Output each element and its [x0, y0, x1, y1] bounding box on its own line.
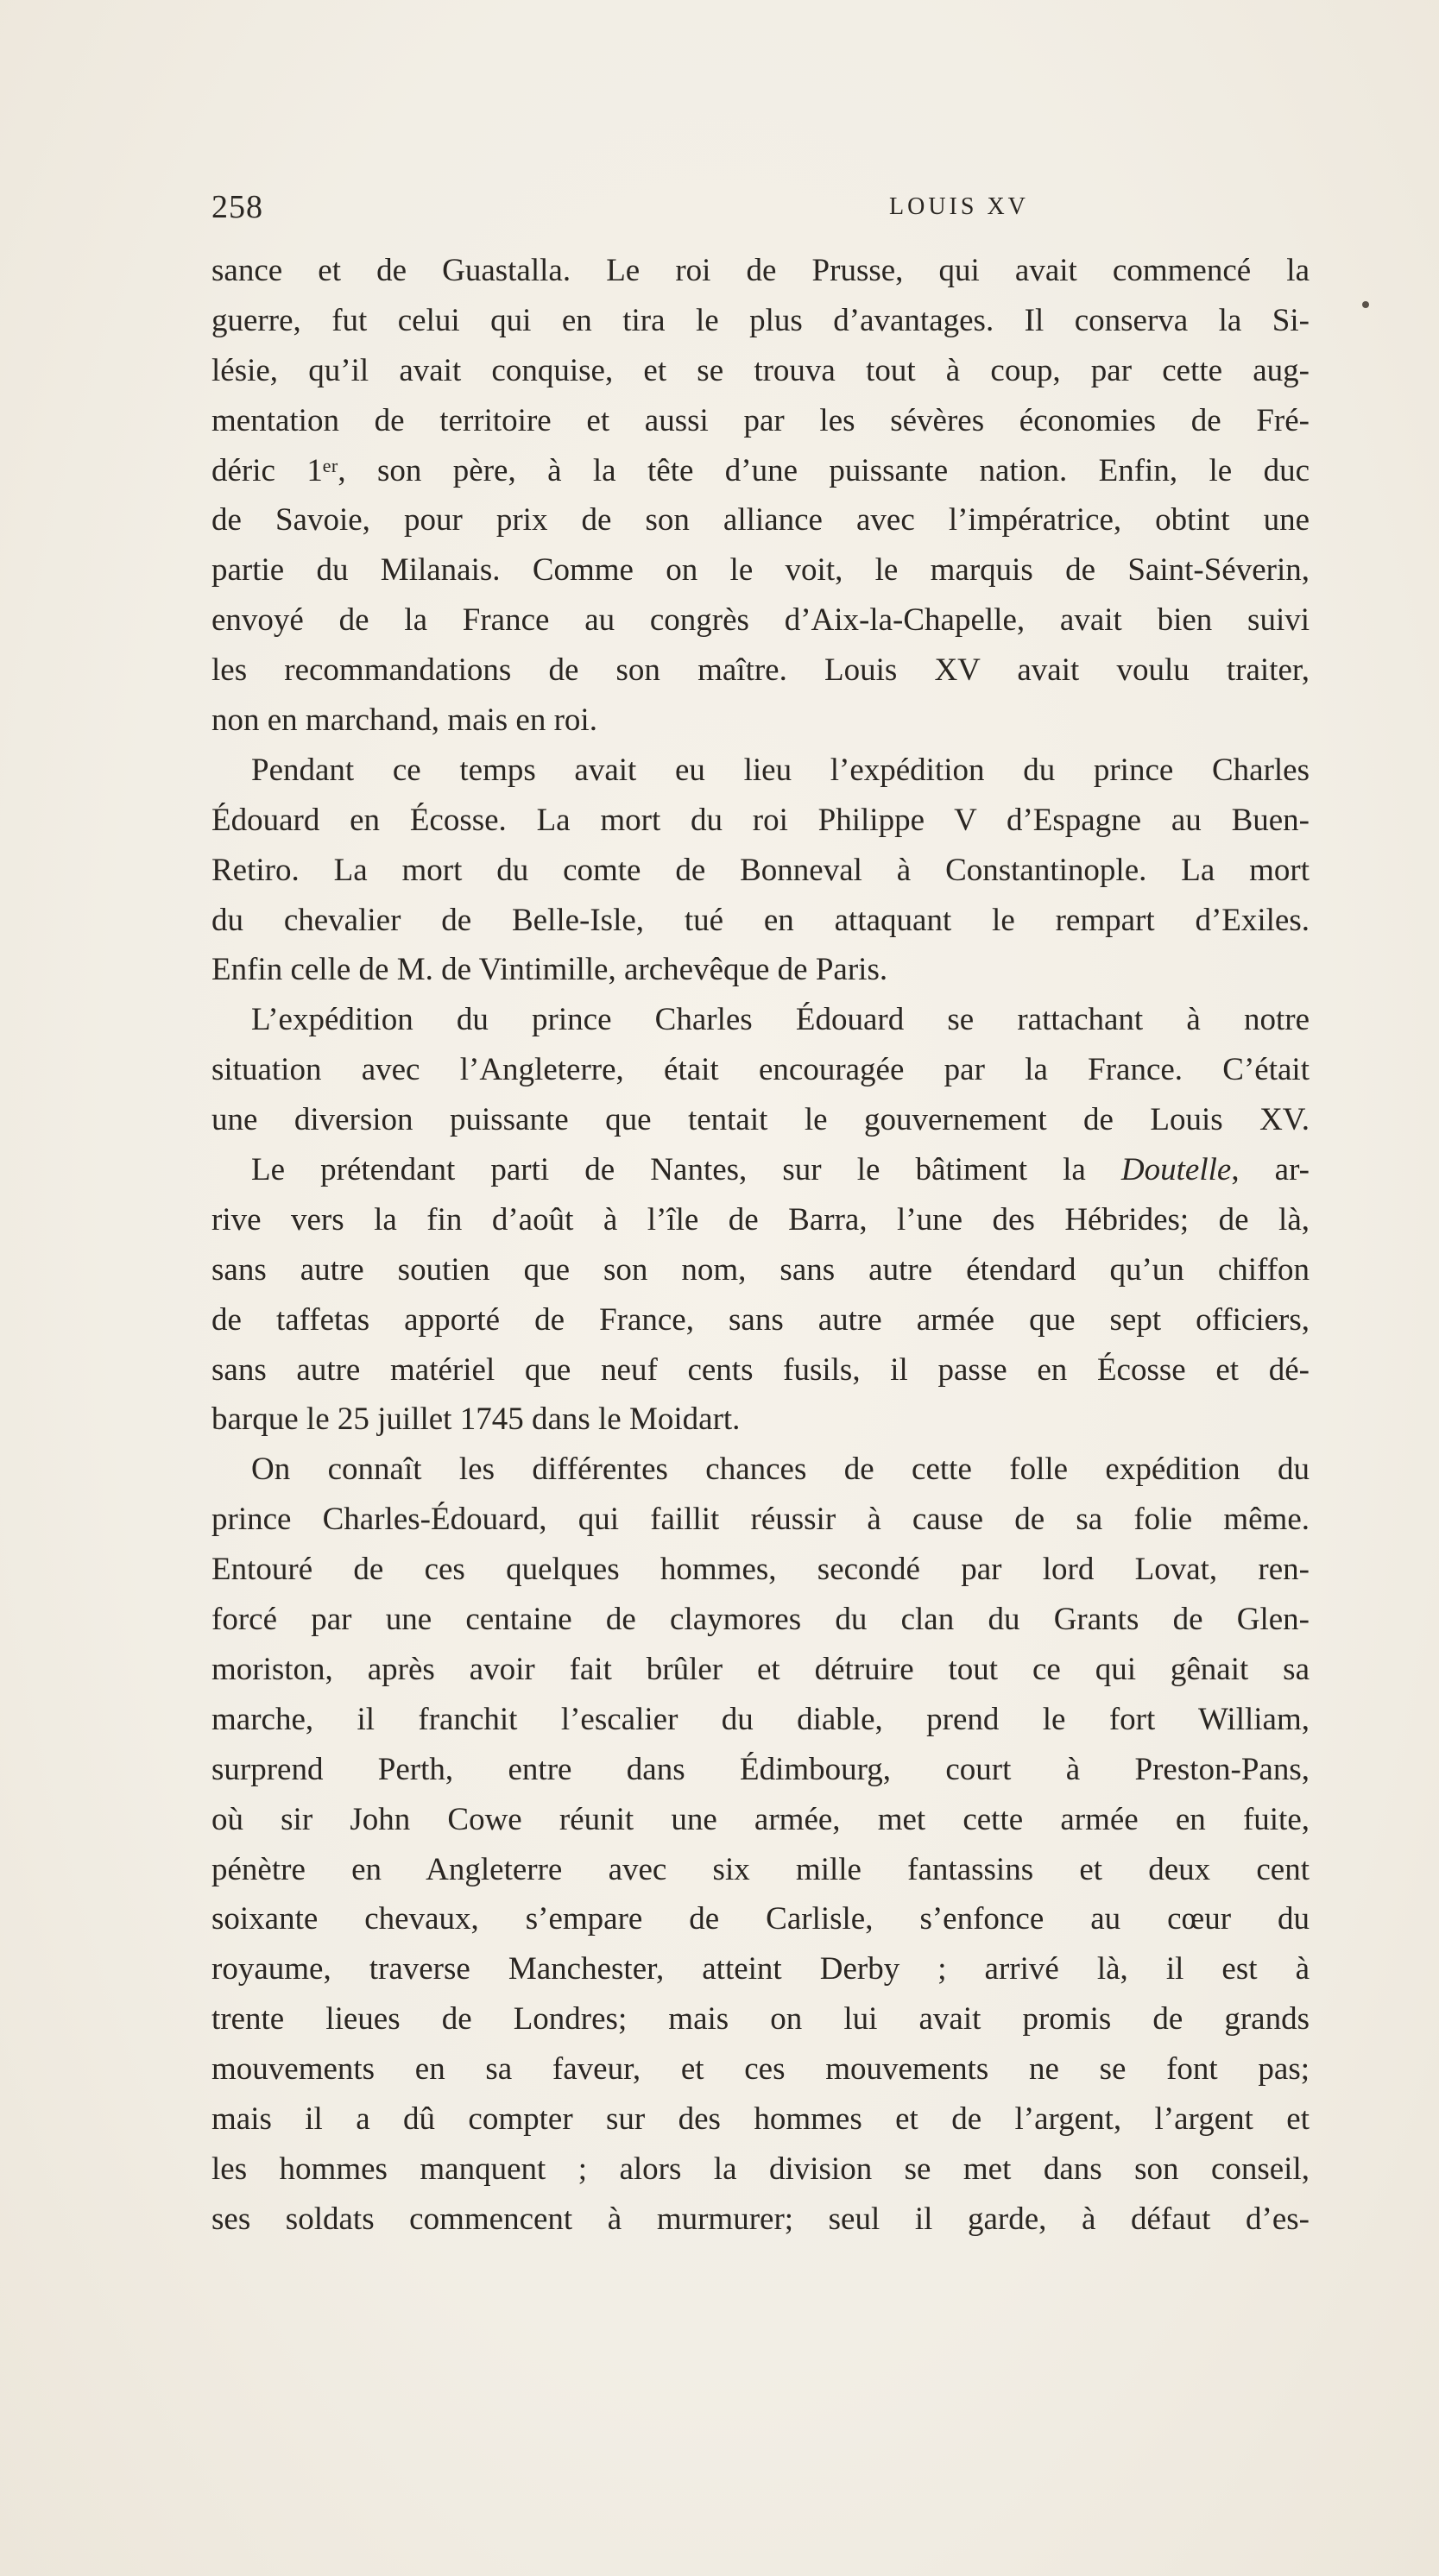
text-line: une diversion puissante que tentait le gouvernement de Louis XV. — [211, 1102, 1310, 1138]
text-line: mais il a dû compter sur des hommes et de l’argent, l’argent et — [211, 2100, 1310, 2137]
text-line: Enfin celle de M. de Vintimille, archevêque de Paris. — [211, 952, 888, 988]
text-line: rive vers la fin d’août à l’île de Barra, l’une des Hébrides; de là, — [211, 1201, 1310, 1238]
page-header — [211, 188, 1308, 231]
text-line: de Savoie, pour prix de son alliance avec l’impératrice, obtint une — [211, 502, 1310, 539]
text-line: On connaît les différentes chances de cette folle expédition du — [251, 1452, 1310, 1488]
text-line: L’expédition du prince Charles Édouard se rattachant à notre — [251, 1002, 1310, 1038]
text-line: envoyé de la France au congrès d’Aix-la-Chapelle, avait bien suivi — [211, 602, 1310, 639]
text-line: les recommandations de son maître. Louis XV avait voulu traiter, — [211, 652, 1310, 689]
text-line: non en marchand, mais en roi. — [211, 702, 597, 739]
text-line: Pendant ce temps avait eu lieu l’expédition du prince Charles — [251, 752, 1310, 788]
page-number: 258 — [211, 189, 263, 225]
text-line: les hommes manquent ; alors la division se met dans son conseil, — [211, 2151, 1310, 2187]
body-text — [211, 246, 1310, 2245]
text-line: royaume, traverse Manchester, atteint Derby ; arrivé là, il est à — [211, 1951, 1310, 1987]
text-line: Entouré de ces quelques hommes, secondé par lord Lovat, ren- — [211, 1552, 1310, 1588]
text-line: partie du Milanais. Comme on le voit, le marquis de Saint-Séverin, — [211, 552, 1310, 589]
text-line: soixante chevaux, s’empare de Carlisle, s’enfonce au cœur du — [211, 1901, 1310, 1937]
text-line: trente lieues de Londres; mais on lui avait promis de grands — [211, 2001, 1310, 2037]
text-line: de taffetas apporté de France, sans autre armée que sept officiers, — [211, 1301, 1310, 1338]
text-line: Le prétendant parti de Nantes, sur le bâtiment la Doutelle, ar- — [251, 1152, 1310, 1188]
text-line: où sir John Cowe réunit une armée, met cette armée en fuite, — [211, 1801, 1310, 1837]
text-line: guerre, fut celui qui en tira le plus d’avantages. Il conserva la Si- — [211, 302, 1310, 338]
text-line: sans autre matériel que neuf cents fusils, il passe en Écosse et dé- — [211, 1351, 1310, 1388]
text-line: ses soldats commencent à murmurer; seul il garde, à défaut d’es- — [211, 2201, 1310, 2237]
ink-speck-mark — [1362, 301, 1369, 308]
ship-name: Doutelle — [1120, 1152, 1232, 1188]
text-line: moriston, après avoir fait brûler et détruire tout ce qui gênait sa — [211, 1651, 1310, 1687]
text-line: barque le 25 juillet 1745 dans le Moidart. — [211, 1401, 741, 1438]
text-line: lésie, qu’il avait conquise, et se trouva tout à coup, par cette aug- — [211, 352, 1310, 388]
text-line: situation avec l’Angleterre, était encouragée par la France. C’était — [211, 1052, 1310, 1088]
text-line: Retiro. La mort du comte de Bonneval à Constantinople. La mort — [211, 852, 1310, 888]
text-line: mouvements en sa faveur, et ces mouvements ne se font pas; — [211, 2051, 1310, 2088]
text-line: du chevalier de Belle-Isle, tué en attaquant le rempart d’Exiles. — [211, 902, 1310, 938]
text-line: Édouard en Écosse. La mort du roi Philippe V d’Espagne au Buen- — [211, 802, 1310, 838]
text-line: déric 1ᵉʳ, son père, à la tête d’une puissante nation. Enfin, le duc — [211, 452, 1310, 488]
text-line: surprend Perth, entre dans Édimbourg, court à Preston-Pans, — [211, 1751, 1310, 1787]
text-line: marche, il franchit l’escalier du diable, prend le fort William, — [211, 1701, 1310, 1737]
text-line: sance et de Guastalla. Le roi de Prusse, qui avait commencé la — [211, 253, 1310, 288]
text-line: forcé par une centaine de claymores du clan du Grants de Glen- — [211, 1602, 1310, 1638]
running-title: LOUIS XV — [889, 193, 1029, 220]
text-line: prince Charles-Édouard, qui faillit réussir à cause de sa folie même. — [211, 1502, 1310, 1538]
text-line: pénètre en Angleterre avec six mille fantassins et deux cent — [211, 1851, 1310, 1887]
text-line: sans autre soutien que son nom, sans autre étendard qu’un chiffon — [211, 1251, 1310, 1288]
text-line: mentation de territoire et aussi par les sévères économies de Fré- — [211, 402, 1310, 438]
